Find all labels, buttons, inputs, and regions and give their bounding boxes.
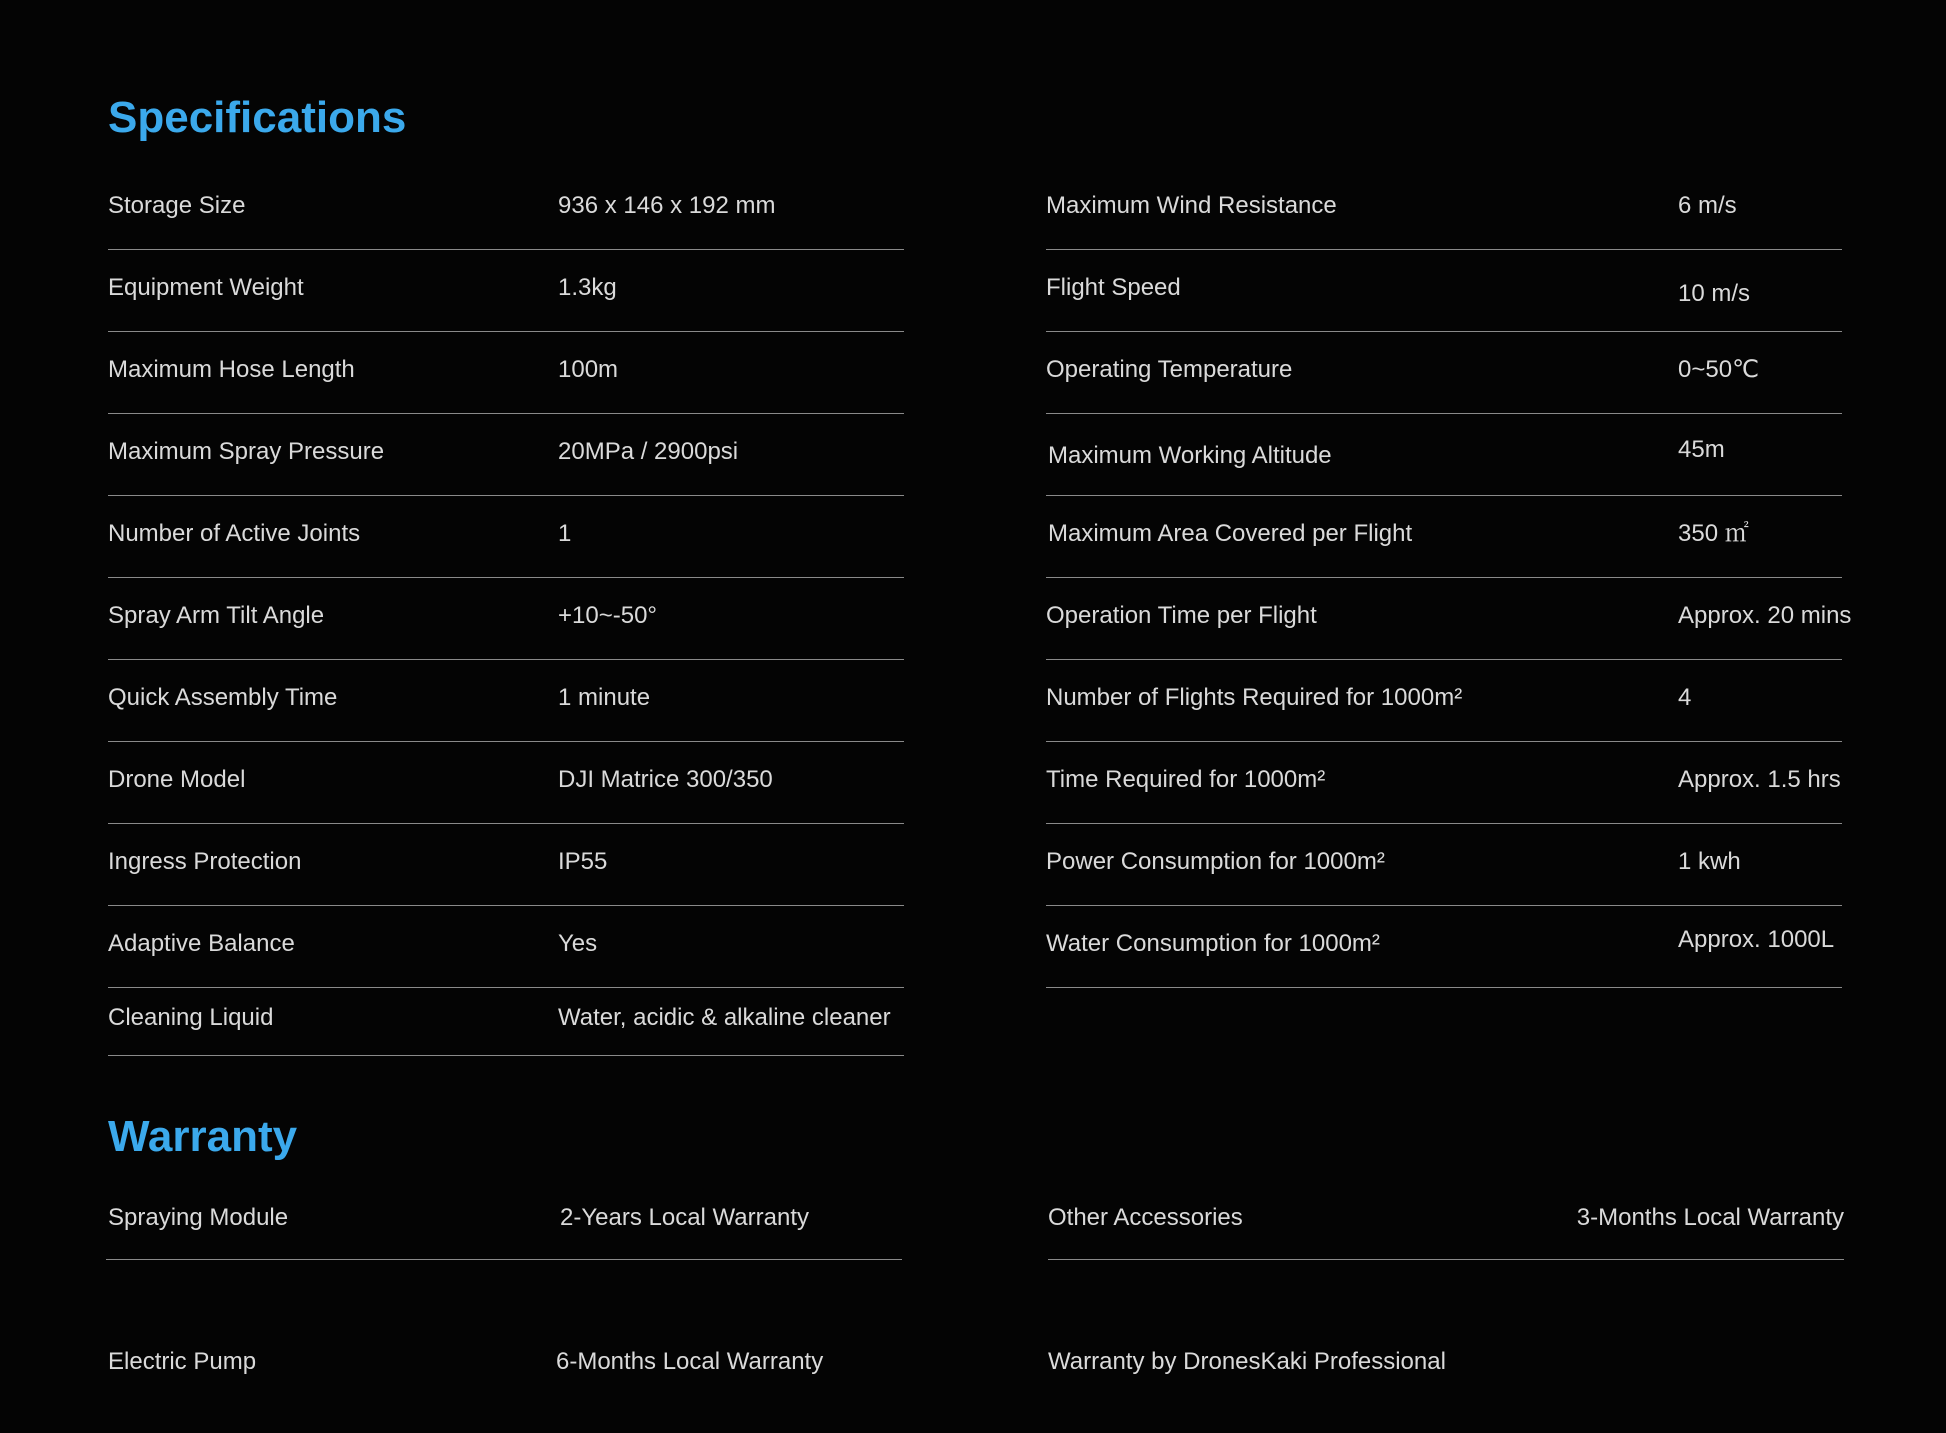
spec-label: Flight Speed [1046,274,1181,301]
spec-value: 6 m/s [1678,192,1737,219]
warranty-value: 2-Years Local Warranty [560,1204,809,1231]
spec-row [1046,414,1842,496]
spec-label: Operation Time per Flight [1046,602,1317,629]
spec-value: 1 minute [558,684,651,711]
spec-row [108,578,904,660]
spec-label: Time Required for 1000m² [1046,766,1326,793]
warranty-row [106,1198,902,1260]
warranty-value: 6-Months Local Warranty [556,1348,824,1375]
spec-value: +10~-50° [558,602,658,629]
spec-row [1046,332,1842,414]
warranty-row [1048,1198,1844,1260]
spec-row [108,178,904,250]
spec-value: 100m [558,356,619,383]
spec-value: 45m [1678,436,1725,463]
spec-row [108,496,904,578]
spec-value: 1 [558,520,572,547]
spec-value: Approx. 1000L [1678,926,1835,953]
spec-value: IP55 [558,848,608,875]
spec-label: Quick Assembly Time [108,684,338,711]
warranty-title: Warranty [108,1112,298,1161]
warranty-row [106,1260,902,1375]
spec-label: Ingress Protection [108,848,302,875]
specifications-table-right [1046,178,1852,988]
specifications-title: Specifications [108,93,407,142]
spec-value: Yes [558,930,598,957]
spec-row [108,988,904,1056]
spec-label: Equipment Weight [108,274,304,301]
spec-label: Maximum Working Altitude [1048,442,1332,469]
spec-label: Maximum Spray Pressure [108,438,385,465]
spec-value: 1.3kg [558,274,617,301]
spec-label: Storage Size [108,192,246,219]
spec-row [1046,178,1842,250]
spec-row [108,742,904,824]
spec-label: Maximum Area Covered per Flight [1048,520,1413,547]
spec-row [108,660,904,742]
spec-label: Operating Temperature [1046,356,1293,383]
spec-value: 10 m/s [1678,280,1751,307]
spec-label: Spray Arm Tilt Angle [108,602,325,629]
spec-value: Approx. 1.5 hrs [1678,766,1841,793]
spec-label: Water Consumption for 1000m² [1046,930,1380,957]
spec-row [108,414,904,496]
spec-label: Number of Flights Required for 1000m² [1046,684,1463,711]
spec-row [1046,824,1842,906]
spec-label: Number of Active Joints [108,520,361,547]
warranty-label: Other Accessories [1048,1204,1243,1231]
warranty-row [1048,1260,1844,1375]
warranty-table-right [1048,1198,1844,1375]
spec-row [1046,250,1842,332]
spec-label: Drone Model [108,766,246,793]
spec-value: 350 ㎡ [1678,520,1749,547]
spec-value: 0~50℃ [1678,356,1760,383]
spec-row [108,250,904,332]
spec-row [1046,496,1842,578]
spec-row [1046,660,1842,742]
spec-value: 4 [1678,684,1692,711]
spec-label: Adaptive Balance [108,930,295,957]
spec-value: 936 x 146 x 192 mm [558,192,776,219]
warranty-table-left [106,1198,902,1375]
spec-label: Power Consumption for 1000m² [1046,848,1385,875]
spec-row [1046,578,1852,660]
spec-value: 1 kwh [1678,848,1741,875]
spec-row [1046,742,1842,824]
spec-value: Water, acidic & alkaline cleaner [558,1004,891,1031]
warranty-label: Electric Pump [108,1348,257,1375]
warranty-value: 3-Months Local Warranty [1576,1204,1844,1231]
spec-value: DJI Matrice 300/350 [558,766,773,793]
warranty-label: Warranty by DronesKaki Professional [1048,1348,1446,1375]
spec-row [108,824,904,906]
spec-label: Maximum Wind Resistance [1046,192,1337,219]
spec-value: 20MPa / 2900psi [558,438,739,465]
spec-row [108,332,904,414]
spec-row [108,906,904,988]
spec-label: Maximum Hose Length [108,356,355,383]
spec-row [1046,906,1842,988]
spec-value: Approx. 20 mins [1678,602,1852,629]
specifications-table-left [108,178,904,1056]
warranty-label: Spraying Module [108,1204,289,1231]
spec-label: Cleaning Liquid [108,1004,274,1031]
